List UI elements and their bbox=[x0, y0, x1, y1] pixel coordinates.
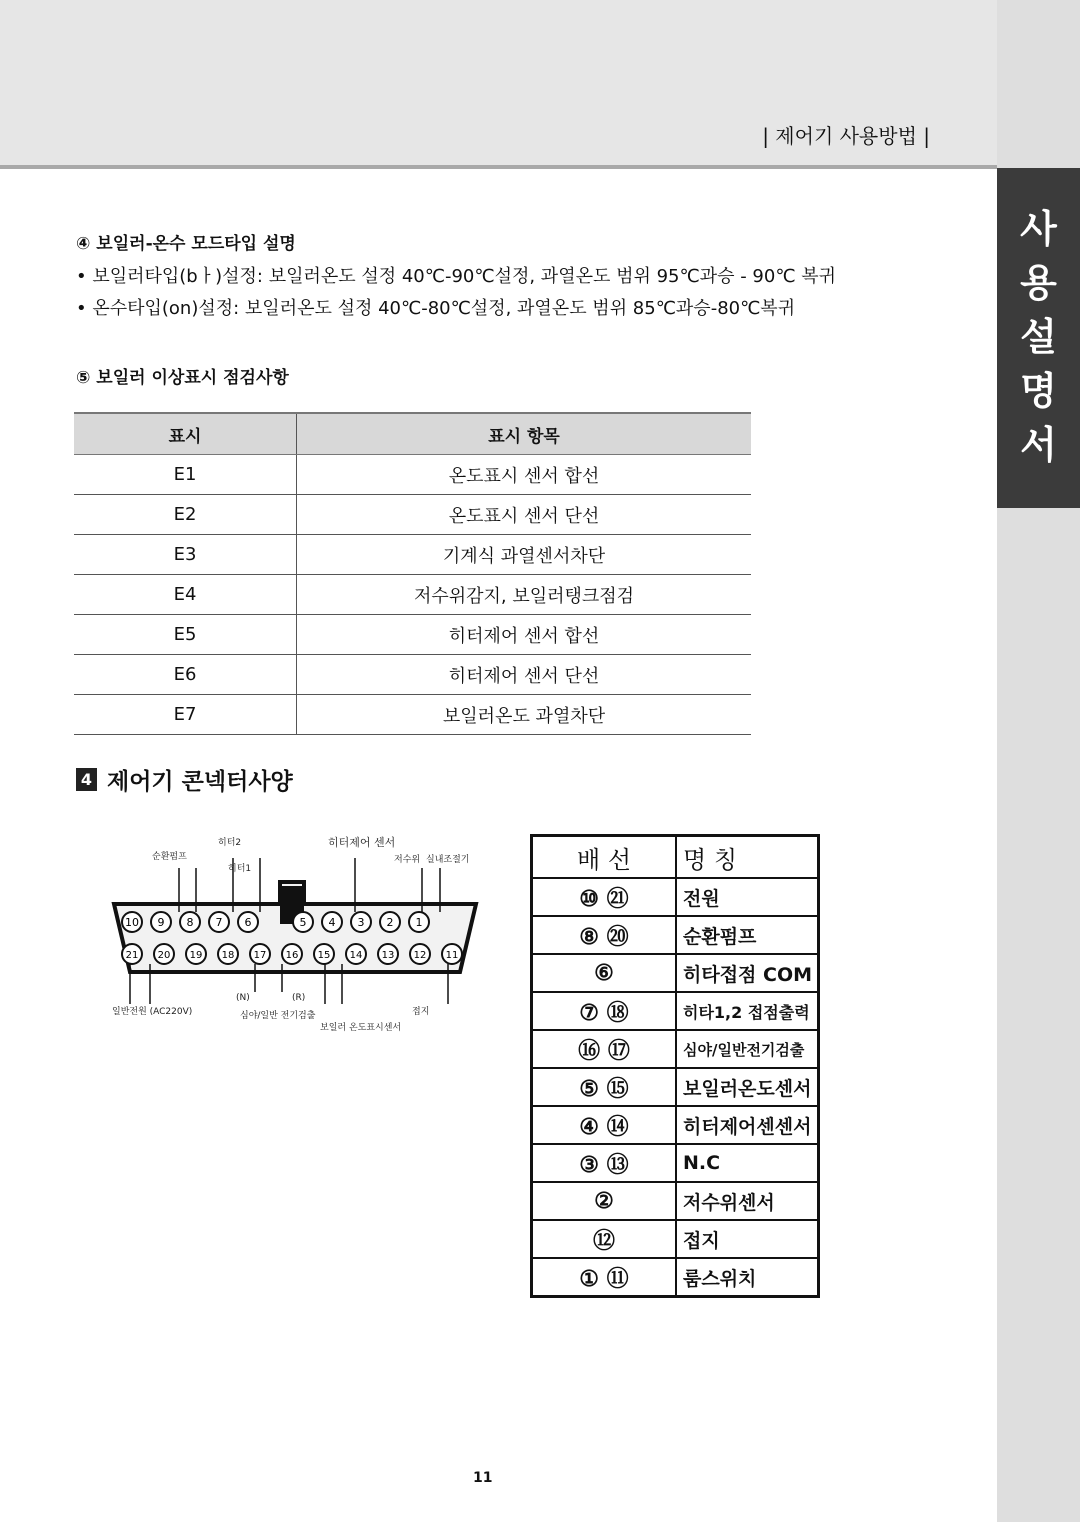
table-row bbox=[74, 655, 751, 695]
error-heading: ⑤ 보일러 이상표시 점검사항 bbox=[76, 368, 289, 388]
wiring-name: 히터제어센센서 bbox=[676, 1106, 819, 1144]
label-heater1: 히터1 bbox=[228, 864, 252, 874]
connector-pin-label: 4 bbox=[328, 916, 336, 929]
connector-pin-label: 14 bbox=[349, 950, 363, 961]
side-tab-char: 용 bbox=[1020, 261, 1057, 305]
label-n: (N) bbox=[236, 993, 250, 1003]
table-row bbox=[532, 1030, 819, 1068]
wiring-pins: ⑥ bbox=[532, 954, 677, 992]
table-row bbox=[532, 1068, 819, 1106]
side-tab bbox=[997, 168, 1080, 508]
connector-pin-label: 7 bbox=[215, 916, 223, 929]
label-night: 심야/일반 전기검출 bbox=[240, 1011, 316, 1021]
connector-pin-label: 3 bbox=[357, 916, 365, 929]
side-tab-char: 서 bbox=[1020, 423, 1057, 467]
connector-pin-label: 19 bbox=[189, 950, 203, 961]
table-row bbox=[74, 495, 751, 535]
wiring-name: 순환펌프 bbox=[676, 916, 819, 954]
wiring-name: 접지 bbox=[676, 1220, 819, 1258]
wiring-header-name: 명 칭 bbox=[676, 836, 819, 879]
connector-pin-label: 21 bbox=[125, 950, 139, 961]
wiring-name: 룸스위치 bbox=[676, 1258, 819, 1297]
label-low-water: 저수위 bbox=[394, 855, 421, 865]
table-row bbox=[74, 455, 751, 495]
connector-pin-label: 8 bbox=[186, 916, 194, 929]
table-row bbox=[532, 916, 819, 954]
wiring-pins: ⑦ ⑱ bbox=[532, 992, 677, 1030]
table-header-row bbox=[74, 413, 751, 455]
wiring-name: 히타접점 COM bbox=[676, 954, 819, 992]
wiring-name: 전원 bbox=[676, 878, 819, 916]
error-code: E4 bbox=[74, 575, 297, 615]
wiring-name: 심야/일반전기검출 bbox=[676, 1030, 819, 1068]
connector-pin-label: 18 bbox=[221, 950, 235, 961]
connector-pin-label: 20 bbox=[157, 950, 171, 961]
connector-pin-label: 15 bbox=[317, 950, 331, 961]
connector-heading bbox=[76, 763, 293, 796]
connector-pin-label: 6 bbox=[244, 916, 252, 929]
label-heater2: 히터2 bbox=[218, 838, 242, 848]
wiring-pins: ① ⑪ bbox=[532, 1258, 677, 1297]
label-room: 실내조절기 bbox=[426, 855, 470, 865]
col-header-desc: 표시 항목 bbox=[297, 413, 752, 455]
wiring-pins: ⑧ ⑳ bbox=[532, 916, 677, 954]
wiring-name: 히타1,2 접점출력 bbox=[676, 992, 819, 1030]
label-ground: 접지 bbox=[412, 1007, 430, 1017]
connector-pin-label: 13 bbox=[381, 950, 395, 961]
label-r: (R) bbox=[292, 993, 306, 1003]
connector-pin-label: 10 bbox=[125, 916, 139, 929]
table-row bbox=[532, 1220, 819, 1258]
wiring-name: 보일러온도센서 bbox=[676, 1068, 819, 1106]
connector-pin-label: 1 bbox=[415, 916, 423, 929]
connector-pin-label: 16 bbox=[285, 950, 299, 961]
wiring-table bbox=[530, 834, 820, 1298]
label-boiler-sensor: 보일러 온도표시센서 bbox=[320, 1023, 402, 1033]
error-code: E6 bbox=[74, 655, 297, 695]
wiring-pins: ⑫ bbox=[532, 1220, 677, 1258]
error-desc: 히터제어 센서 합선 bbox=[297, 615, 752, 655]
error-desc: 온도표시 센서 합선 bbox=[297, 455, 752, 495]
wiring-pins: ② bbox=[532, 1182, 677, 1220]
connector-pin-label: 17 bbox=[253, 950, 267, 961]
table-row bbox=[74, 575, 751, 615]
error-desc: 기계식 과열센서차단 bbox=[297, 535, 752, 575]
mode-bullet: • 보일러타입(bㅏ)설정: 보일러온도 설정 40℃-90℃설정, 과열온도 범위 95℃과승 - 90℃ 복귀 bbox=[76, 266, 837, 287]
table-row bbox=[532, 992, 819, 1030]
label-pump: 순환펌프 bbox=[152, 852, 187, 862]
wiring-header-row bbox=[532, 836, 819, 879]
connector-pin-label: 12 bbox=[413, 950, 427, 961]
table-row bbox=[532, 1106, 819, 1144]
connector-pin-label: 9 bbox=[157, 916, 165, 929]
wiring-name: 저수위센서 bbox=[676, 1182, 819, 1220]
error-table bbox=[74, 412, 751, 735]
connector-diagram bbox=[110, 832, 482, 1047]
side-tab-char: 명 bbox=[1020, 369, 1057, 413]
wiring-pins: ④ ⑭ bbox=[532, 1106, 677, 1144]
connector-heading-text: 제어기 콘넥터사양 bbox=[107, 769, 293, 795]
wiring-header-pins: 배 선 bbox=[532, 836, 677, 879]
error-desc: 저수위감지, 보일러탱크점검 bbox=[297, 575, 752, 615]
table-row bbox=[532, 954, 819, 992]
table-row bbox=[532, 1144, 819, 1182]
section-title: | 제어기 사용방법 | bbox=[762, 124, 930, 148]
table-row bbox=[532, 878, 819, 916]
table-row bbox=[74, 535, 751, 575]
error-desc: 온도표시 센서 단선 bbox=[297, 495, 752, 535]
page-number: 11 bbox=[473, 1470, 493, 1486]
label-heater-ctrl: 히터제어 센서 bbox=[328, 836, 396, 849]
side-tab-char: 설 bbox=[1020, 315, 1057, 359]
connector-pin-label: 11 bbox=[445, 950, 459, 961]
error-code: E1 bbox=[74, 455, 297, 495]
mode-heading: ④ 보일러-온수 모드타입 설명 bbox=[76, 234, 296, 254]
table-row bbox=[532, 1182, 819, 1220]
table-row bbox=[532, 1258, 819, 1297]
error-code: E3 bbox=[74, 535, 297, 575]
section-number-badge: 4 bbox=[76, 768, 97, 791]
table-row bbox=[74, 695, 751, 735]
side-tab-char: 사 bbox=[1020, 207, 1057, 251]
mode-bullet: • 온수타입(on)설정: 보일러온도 설정 40℃-80℃설정, 과열온도 범위 85℃과승-80℃복귀 bbox=[76, 298, 796, 319]
error-code: E5 bbox=[74, 615, 297, 655]
label-power: 일반전원 (AC220V) bbox=[112, 1007, 193, 1017]
error-desc: 히터제어 센서 단선 bbox=[297, 655, 752, 695]
wiring-pins: ⑯ ⑰ bbox=[532, 1030, 677, 1068]
wiring-pins: ⑤ ⑮ bbox=[532, 1068, 677, 1106]
wiring-pins: ③ ⑬ bbox=[532, 1144, 677, 1182]
wiring-name: N.C bbox=[676, 1144, 819, 1182]
col-header-code: 표시 bbox=[74, 413, 297, 455]
connector-pin-label: 5 bbox=[299, 916, 307, 929]
wiring-pins: ⑩ ㉑ bbox=[532, 878, 677, 916]
connector-pin-label: 2 bbox=[386, 916, 394, 929]
error-code: E2 bbox=[74, 495, 297, 535]
header-divider bbox=[0, 165, 997, 169]
error-desc: 보일러온도 과열차단 bbox=[297, 695, 752, 735]
error-code: E7 bbox=[74, 695, 297, 735]
table-row bbox=[74, 615, 751, 655]
